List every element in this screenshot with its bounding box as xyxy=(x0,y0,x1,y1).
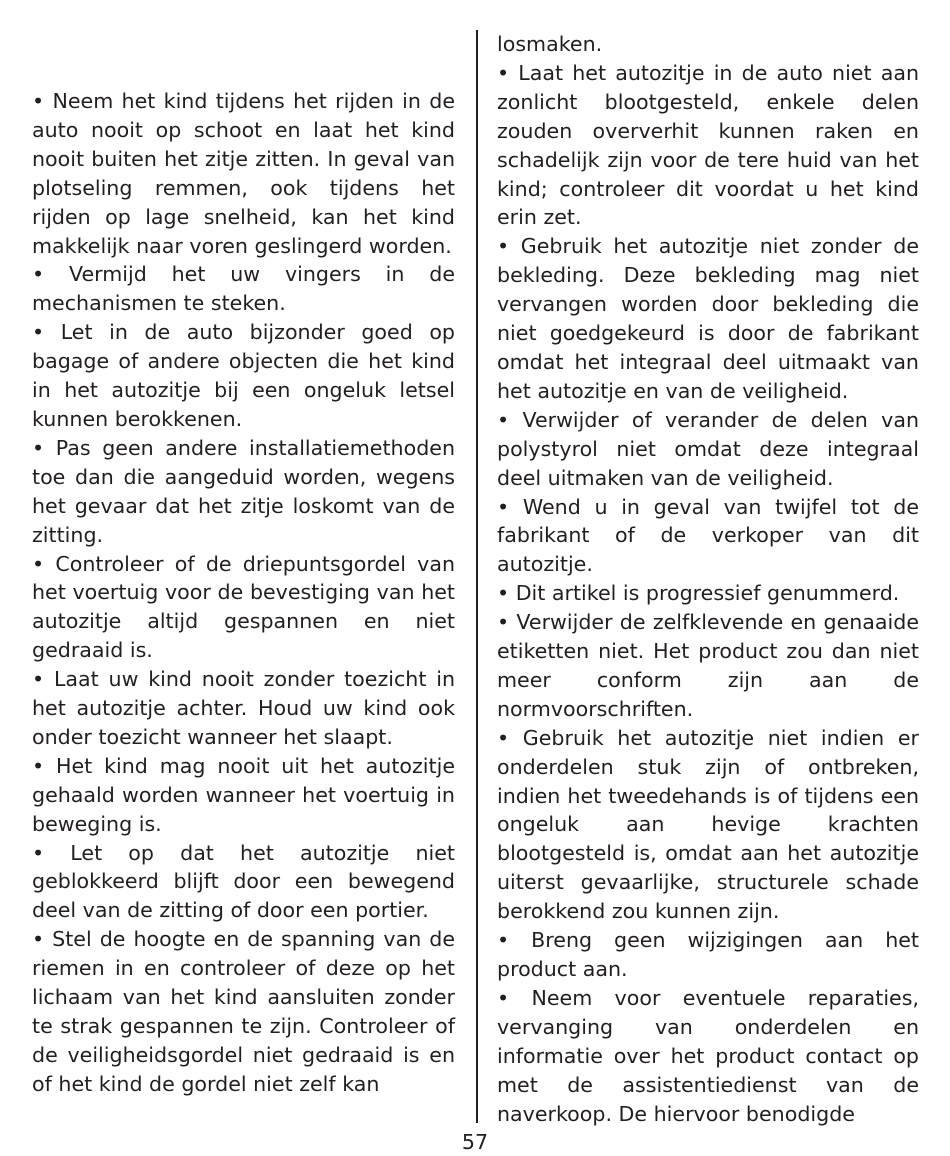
paragraph: • Neem het kind tijdens het rijden in de auto nooit op schoot en laat het kind nooit buiten het zitje zitten. In geval van plotseling remmen, ook tijdens het rijden op lage snelheid, kan het kind makkelijk naar voren geslingerd worden. xyxy=(32,89,455,258)
paragraph: • Vermijd het uw vingers in de mechanismen te steken. xyxy=(32,262,455,316)
page-number: 57 xyxy=(461,1130,489,1154)
column-divider xyxy=(476,30,478,1123)
paragraph: • Let op dat het autozitje niet geblokkeerd blijft door een bewegend deel van de zitting of door een portier. xyxy=(32,840,455,923)
left-text-column xyxy=(32,87,455,1099)
paragraph: • Gebruik het autozitje niet indien er onderdelen stuk zijn of ontbreken, indien het tweedehands is of tijdens een ongeluk aan hevige krachten blootgesteld is, omdat aan het autozitje uiterst gevaarlijke, structurele schade berokkend zou kunnen zijn. xyxy=(497,725,919,924)
paragraph: • Controleer of de driepuntsgordel van het voertuig voor de bevestiging van het autozitje altijd gespannen en niet gedraaid is. xyxy=(32,551,455,663)
paragraph: • Laat uw kind nooit zonder toezicht in het autozitje achter. Houd uw kind ook onder toezicht wanneer het slaapt. xyxy=(32,667,455,749)
paragraph: • Let in de auto bijzonder goed op bagage of andere objecten die het kind in het autozitje bij een ongeluk letsel kunnen berokkenen. xyxy=(32,320,455,431)
paragraph: • Laat het autozitje in de auto niet aan zonlicht blootgesteld, enkele delen zouden oververhit kunnen raken en schadelijk zijn voor de tere huid van het kind; controleer dit voordat u het kind erin zet. xyxy=(497,60,919,230)
paragraph: • Verwijder of verander de delen van polystyrol niet omdat deze integraal deel uitmaken van de veiligheid. xyxy=(497,407,919,490)
right-text-column xyxy=(497,30,919,1128)
paragraph: • Wend u in geval van twijfel tot de fabrikant of de verkoper van dit autozitje. xyxy=(497,494,919,577)
paragraph: • Het kind mag nooit uit het autozitje gehaald worden wanneer het voertuig in beweging is. xyxy=(32,753,455,836)
paragraph: • Gebruik het autozitje niet zonder de bekleding. Deze bekleding mag niet vervangen worden door bekleding die niet goedgekeurd is door de fabrikant omdat het integraal deel uitmaakt van het autozitje en van de veiligheid. xyxy=(497,234,919,403)
paragraph: • Verwijder de zelfklevende en genaaide etiketten niet. Het product zou dan niet meer conform zijn aan de normvoorschriften. xyxy=(497,610,919,721)
paragraph: • Stel de hoogte en de spanning van de riemen in en controleer of deze op het lichaam van het kind aansluiten zonder te strak gespannen te zijn. Controleer of de veiligheidsgordel niet gedraaid is en of het kind de gordel niet zelf kan xyxy=(32,927,455,1096)
paragraph: • Neem voor eventuele reparaties, vervanging van onderdelen en informatie over het product contact op met de assistentiedienst van de naverkoop. De hiervoor benodigde xyxy=(497,985,919,1126)
paragraph: • Pas geen andere installatiemethoden toe dan die aangeduid worden, wegens het gevaar dat het zitje loskomt van de zitting. xyxy=(32,435,455,547)
paragraph: • Breng geen wijzigingen aan het product aan. xyxy=(497,928,919,981)
paragraph: • Dit artikel is progressief genummerd. xyxy=(497,581,900,606)
paragraph: losmaken. xyxy=(497,32,603,56)
